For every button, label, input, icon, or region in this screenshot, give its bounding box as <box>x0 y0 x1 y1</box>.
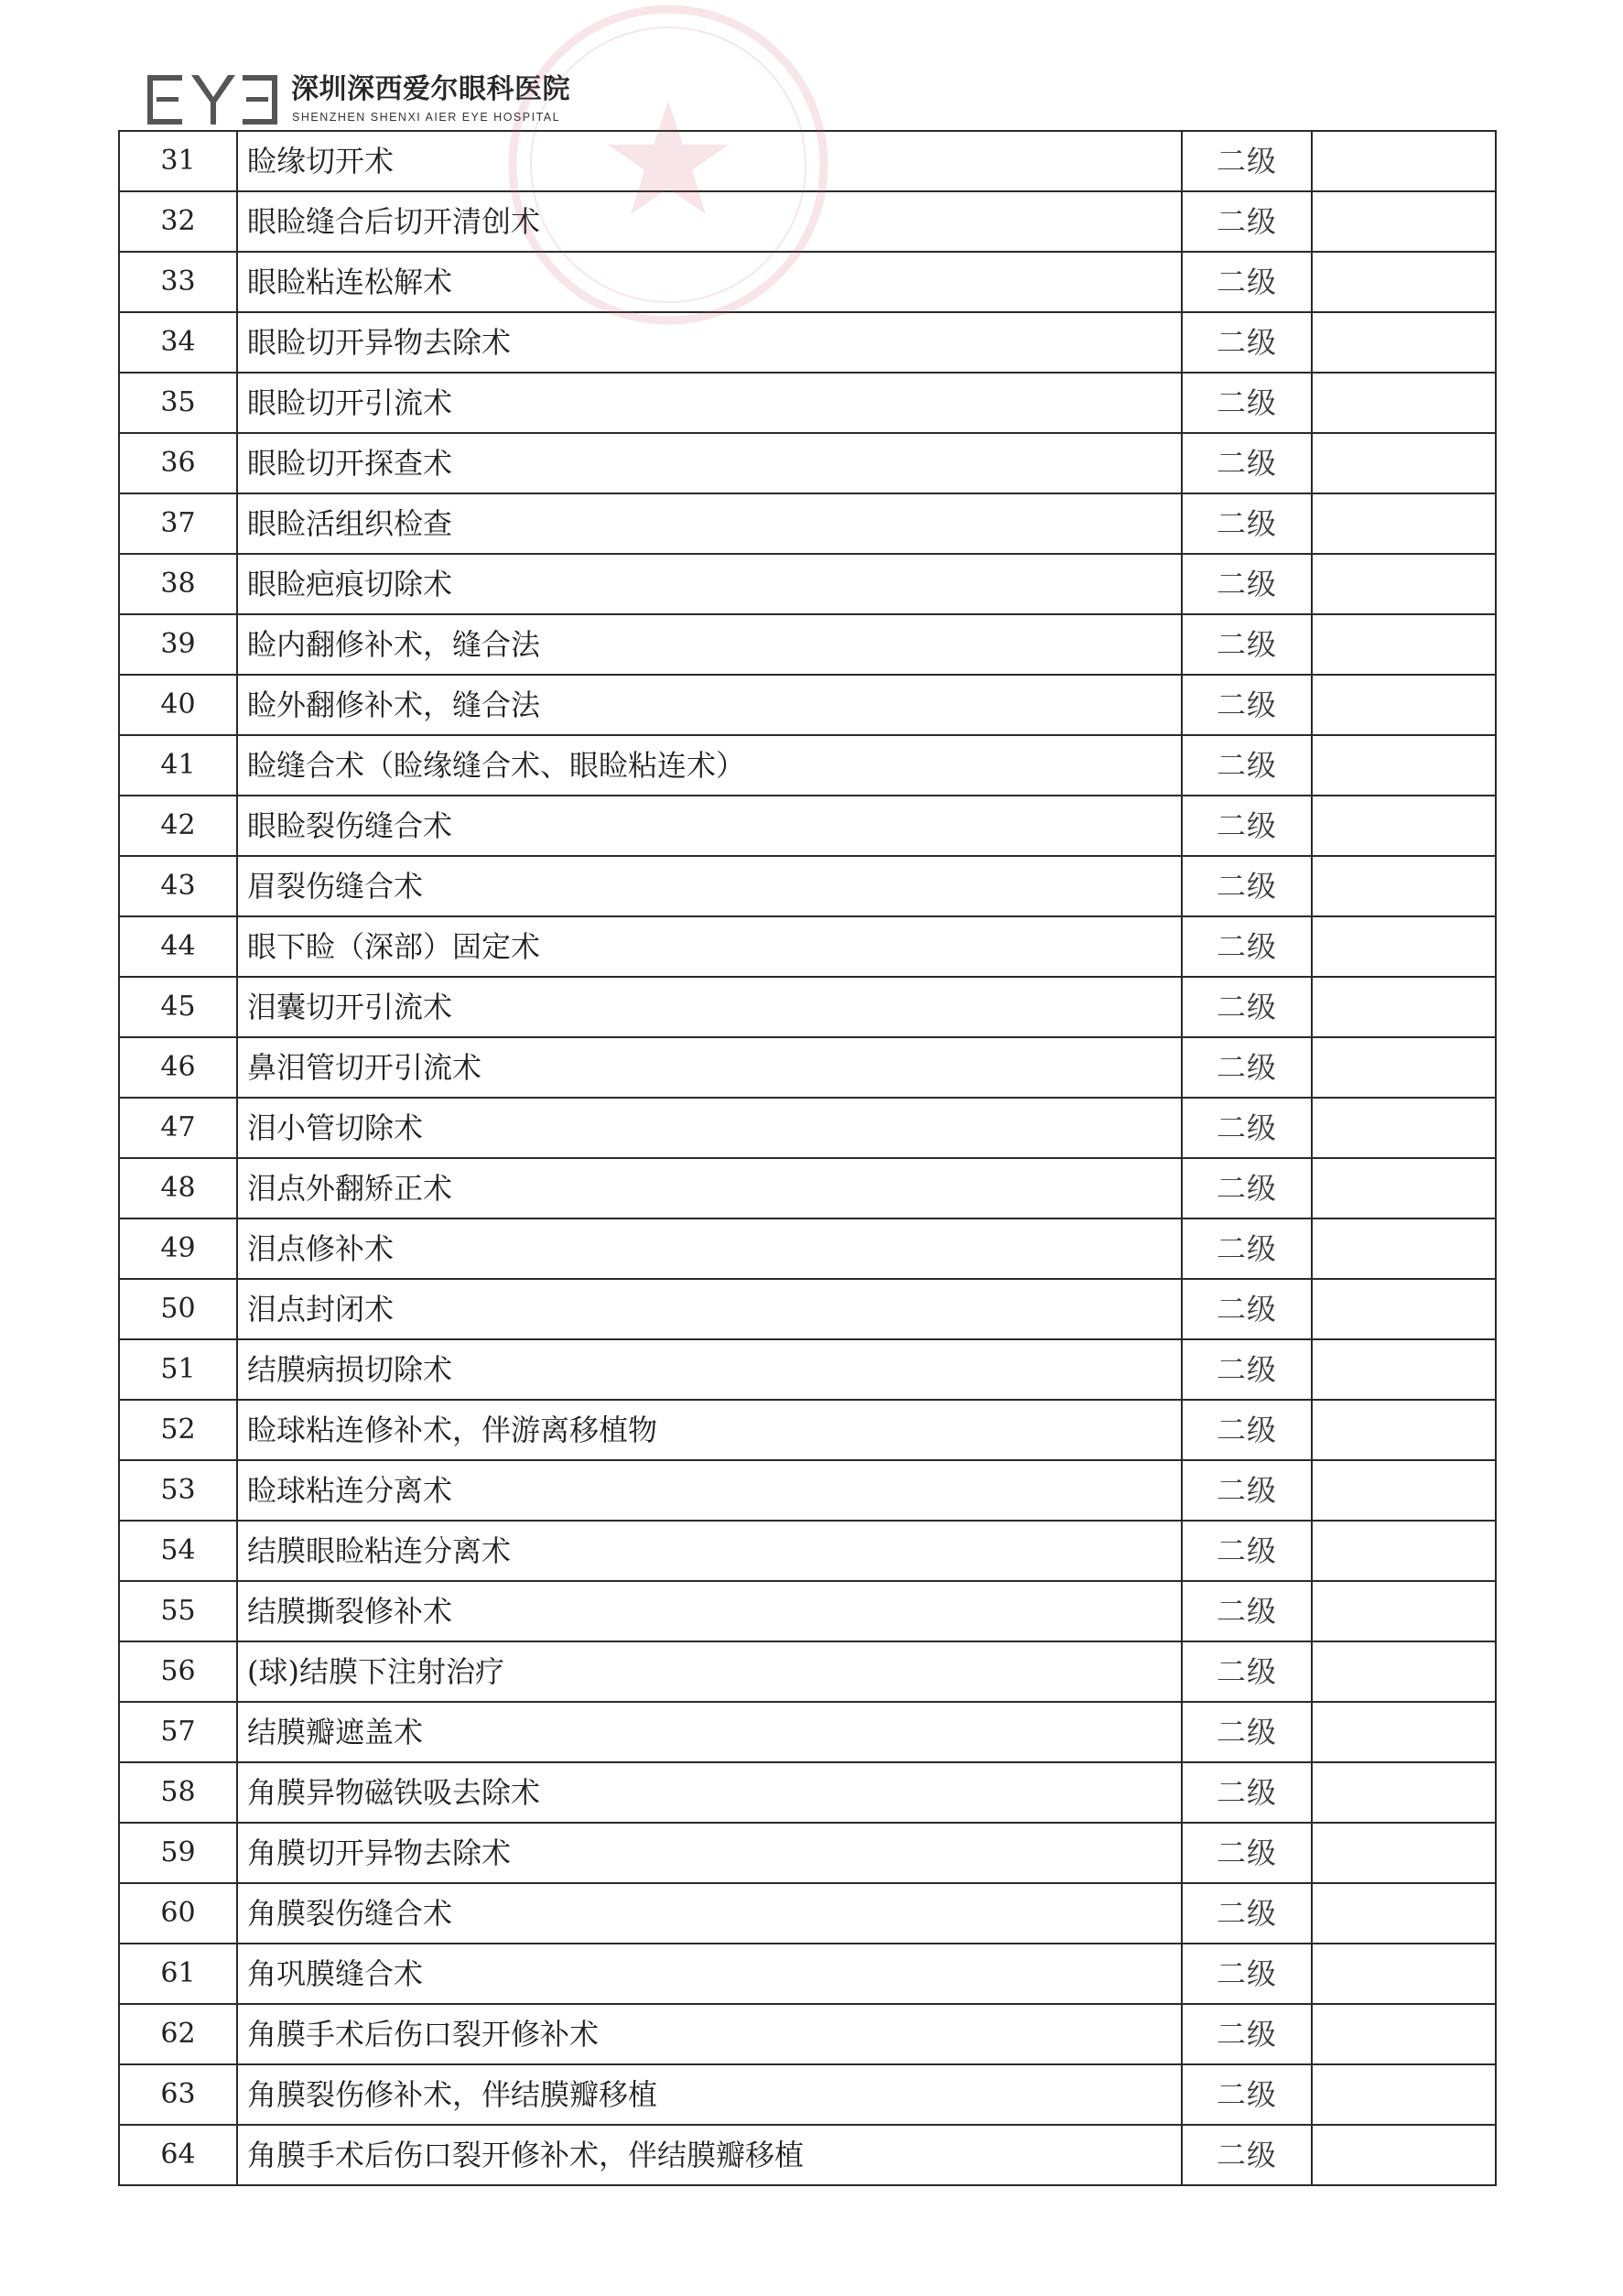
row-number-cell: 58 <box>119 1762 237 1823</box>
note-cell <box>1312 1944 1496 2004</box>
row-number-cell: 46 <box>119 1037 237 1098</box>
note-cell <box>1312 433 1496 493</box>
grade-cell: 二级 <box>1182 1641 1312 1702</box>
grade-cell: 二级 <box>1182 191 1312 252</box>
procedure-name-cell: 角膜裂伤缝合术 <box>237 1883 1182 1944</box>
procedure-name-cell: 眼下睑（深部）固定术 <box>237 916 1182 977</box>
grade-cell: 二级 <box>1182 131 1312 191</box>
procedure-table-body <box>119 131 1496 2185</box>
note-cell <box>1312 1521 1496 1581</box>
procedure-name-cell: 眉裂伤缝合术 <box>237 856 1182 916</box>
grade-cell: 二级 <box>1182 916 1312 977</box>
note-cell <box>1312 675 1496 735</box>
row-number-cell: 52 <box>119 1400 237 1460</box>
grade-cell: 二级 <box>1182 1944 1312 2004</box>
table-row <box>119 796 1496 856</box>
procedure-name-cell: 眼睑切开引流术 <box>237 373 1182 433</box>
procedure-name-cell: 角膜裂伤修补术，伴结膜瓣移植 <box>237 2064 1182 2125</box>
row-number-cell: 49 <box>119 1218 237 1279</box>
procedure-name-cell: 眼睑粘连松解术 <box>237 252 1182 312</box>
grade-cell: 二级 <box>1182 554 1312 614</box>
table-row <box>119 1400 1496 1460</box>
table-row <box>119 1279 1496 1339</box>
note-cell <box>1312 373 1496 433</box>
grade-cell: 二级 <box>1182 2004 1312 2064</box>
row-number-cell: 31 <box>119 131 237 191</box>
procedure-name-cell: 角膜手术后伤口裂开修补术，伴结膜瓣移植 <box>237 2125 1182 2185</box>
table-row <box>119 1702 1496 1762</box>
procedure-name-cell: 角膜手术后伤口裂开修补术 <box>237 2004 1182 2064</box>
grade-cell: 二级 <box>1182 1823 1312 1883</box>
table-row <box>119 2064 1496 2125</box>
procedure-name-cell: 眼睑切开异物去除术 <box>237 312 1182 373</box>
table-row <box>119 1218 1496 1279</box>
grade-cell: 二级 <box>1182 373 1312 433</box>
note-cell <box>1312 1339 1496 1400</box>
table-row <box>119 1641 1496 1702</box>
procedure-name-cell: 泪小管切除术 <box>237 1098 1182 1158</box>
procedure-name-cell: 泪点封闭术 <box>237 1279 1182 1339</box>
table-row <box>119 433 1496 493</box>
table-row <box>119 191 1496 252</box>
note-cell <box>1312 1762 1496 1823</box>
row-number-cell: 41 <box>119 735 237 796</box>
procedure-name-cell: 结膜瓣遮盖术 <box>237 1702 1182 1762</box>
grade-cell: 二级 <box>1182 1460 1312 1521</box>
procedure-name-cell: (球)结膜下注射治疗 <box>237 1641 1182 1702</box>
procedure-name-cell: 角膜异物磁铁吸去除术 <box>237 1762 1182 1823</box>
note-cell <box>1312 191 1496 252</box>
grade-cell: 二级 <box>1182 977 1312 1037</box>
procedure-name-cell: 眼睑活组织检查 <box>237 493 1182 554</box>
procedure-name-cell: 结膜撕裂修补术 <box>237 1581 1182 1641</box>
procedure-name-cell: 眼睑切开探查术 <box>237 433 1182 493</box>
note-cell <box>1312 916 1496 977</box>
procedure-name-cell: 结膜眼睑粘连分离术 <box>237 1521 1182 1581</box>
row-number-cell: 56 <box>119 1641 237 1702</box>
row-number-cell: 38 <box>119 554 237 614</box>
row-number-cell: 62 <box>119 2004 237 2064</box>
table-row <box>119 1883 1496 1944</box>
row-number-cell: 44 <box>119 916 237 977</box>
note-cell <box>1312 1883 1496 1944</box>
table-row <box>119 1581 1496 1641</box>
grade-cell: 二级 <box>1182 2125 1312 2185</box>
note-cell <box>1312 493 1496 554</box>
row-number-cell: 40 <box>119 675 237 735</box>
grade-cell: 二级 <box>1182 1037 1312 1098</box>
table-row <box>119 1762 1496 1823</box>
procedure-table <box>118 130 1497 2186</box>
table-row <box>119 977 1496 1037</box>
note-cell <box>1312 1098 1496 1158</box>
table-row <box>119 1158 1496 1218</box>
row-number-cell: 45 <box>119 977 237 1037</box>
table-row <box>119 312 1496 373</box>
grade-cell: 二级 <box>1182 1158 1312 1218</box>
grade-cell: 二级 <box>1182 312 1312 373</box>
note-cell <box>1312 2125 1496 2185</box>
grade-cell: 二级 <box>1182 1762 1312 1823</box>
row-number-cell: 51 <box>119 1339 237 1400</box>
procedure-name-cell: 结膜病损切除术 <box>237 1339 1182 1400</box>
row-number-cell: 59 <box>119 1823 237 1883</box>
row-number-cell: 61 <box>119 1944 237 2004</box>
procedure-name-cell: 睑外翻修补术，缝合法 <box>237 675 1182 735</box>
grade-cell: 二级 <box>1182 1702 1312 1762</box>
note-cell <box>1312 2064 1496 2125</box>
procedure-name-cell: 睑缝合术（睑缘缝合术、眼睑粘连术） <box>237 735 1182 796</box>
procedure-name-cell: 睑缘切开术 <box>237 131 1182 191</box>
row-number-cell: 63 <box>119 2064 237 2125</box>
procedure-table-container <box>118 130 1495 2186</box>
grade-cell: 二级 <box>1182 1279 1312 1339</box>
note-cell <box>1312 1460 1496 1521</box>
table-row <box>119 735 1496 796</box>
grade-cell: 二级 <box>1182 1400 1312 1460</box>
note-cell <box>1312 1279 1496 1339</box>
row-number-cell: 55 <box>119 1581 237 1641</box>
note-cell <box>1312 131 1496 191</box>
grade-cell: 二级 <box>1182 675 1312 735</box>
grade-cell: 二级 <box>1182 796 1312 856</box>
grade-cell: 二级 <box>1182 2064 1312 2125</box>
grade-cell: 二级 <box>1182 1883 1312 1944</box>
grade-cell: 二级 <box>1182 1098 1312 1158</box>
row-number-cell: 32 <box>119 191 237 252</box>
row-number-cell: 47 <box>119 1098 237 1158</box>
table-row <box>119 675 1496 735</box>
table-row <box>119 1037 1496 1098</box>
procedure-name-cell: 睑内翻修补术，缝合法 <box>237 614 1182 675</box>
note-cell <box>1312 796 1496 856</box>
note-cell <box>1312 1702 1496 1762</box>
note-cell <box>1312 977 1496 1037</box>
procedure-name-cell: 角巩膜缝合术 <box>237 1944 1182 2004</box>
grade-cell: 二级 <box>1182 735 1312 796</box>
note-cell <box>1312 735 1496 796</box>
hospital-name-english: SHENZHEN SHENXI AIER EYE HOSPITAL <box>292 111 561 124</box>
note-cell <box>1312 554 1496 614</box>
row-number-cell: 43 <box>119 856 237 916</box>
table-row <box>119 856 1496 916</box>
row-number-cell: 48 <box>119 1158 237 1218</box>
note-cell <box>1312 252 1496 312</box>
row-number-cell: 42 <box>119 796 237 856</box>
note-cell <box>1312 1581 1496 1641</box>
row-number-cell: 36 <box>119 433 237 493</box>
grade-cell: 二级 <box>1182 252 1312 312</box>
note-cell <box>1312 1400 1496 1460</box>
table-row <box>119 1944 1496 2004</box>
row-number-cell: 53 <box>119 1460 237 1521</box>
row-number-cell: 39 <box>119 614 237 675</box>
note-cell <box>1312 1641 1496 1702</box>
note-cell <box>1312 312 1496 373</box>
procedure-name-cell: 眼睑疤痕切除术 <box>237 554 1182 614</box>
procedure-name-cell: 泪点修补术 <box>237 1218 1182 1279</box>
table-row <box>119 373 1496 433</box>
note-cell <box>1312 614 1496 675</box>
grade-cell: 二级 <box>1182 433 1312 493</box>
note-cell <box>1312 1158 1496 1218</box>
table-row <box>119 131 1496 191</box>
row-number-cell: 60 <box>119 1883 237 1944</box>
table-row <box>119 2125 1496 2185</box>
hospital-name-chinese: 深圳深西爱尔眼科医院 <box>291 74 570 104</box>
procedure-name-cell: 鼻泪管切开引流术 <box>237 1037 1182 1098</box>
procedure-name-cell: 睑球粘连修补术，伴游离移植物 <box>237 1400 1182 1460</box>
table-row <box>119 614 1496 675</box>
grade-cell: 二级 <box>1182 856 1312 916</box>
grade-cell: 二级 <box>1182 1521 1312 1581</box>
row-number-cell: 54 <box>119 1521 237 1581</box>
hospital-logo <box>147 73 277 126</box>
row-number-cell: 37 <box>119 493 237 554</box>
table-row <box>119 1339 1496 1400</box>
table-row <box>119 2004 1496 2064</box>
row-number-cell: 50 <box>119 1279 237 1339</box>
note-cell <box>1312 856 1496 916</box>
note-cell <box>1312 1037 1496 1098</box>
table-row <box>119 1460 1496 1521</box>
row-number-cell: 64 <box>119 2125 237 2185</box>
row-number-cell: 57 <box>119 1702 237 1762</box>
grade-cell: 二级 <box>1182 1581 1312 1641</box>
table-row <box>119 1823 1496 1883</box>
procedure-name-cell: 眼睑裂伤缝合术 <box>237 796 1182 856</box>
table-row <box>119 252 1496 312</box>
procedure-name-cell: 睑球粘连分离术 <box>237 1460 1182 1521</box>
row-number-cell: 35 <box>119 373 237 433</box>
row-number-cell: 34 <box>119 312 237 373</box>
note-cell <box>1312 2004 1496 2064</box>
table-row <box>119 1098 1496 1158</box>
table-row <box>119 1521 1496 1581</box>
row-number-cell: 33 <box>119 252 237 312</box>
note-cell <box>1312 1218 1496 1279</box>
table-row <box>119 916 1496 977</box>
table-row <box>119 493 1496 554</box>
grade-cell: 二级 <box>1182 1218 1312 1279</box>
table-row <box>119 554 1496 614</box>
procedure-name-cell: 泪囊切开引流术 <box>237 977 1182 1037</box>
grade-cell: 二级 <box>1182 493 1312 554</box>
procedure-name-cell: 角膜切开异物去除术 <box>237 1823 1182 1883</box>
procedure-name-cell: 眼睑缝合后切开清创术 <box>237 191 1182 252</box>
procedure-name-cell: 泪点外翻矫正术 <box>237 1158 1182 1218</box>
grade-cell: 二级 <box>1182 1339 1312 1400</box>
note-cell <box>1312 1823 1496 1883</box>
grade-cell: 二级 <box>1182 614 1312 675</box>
